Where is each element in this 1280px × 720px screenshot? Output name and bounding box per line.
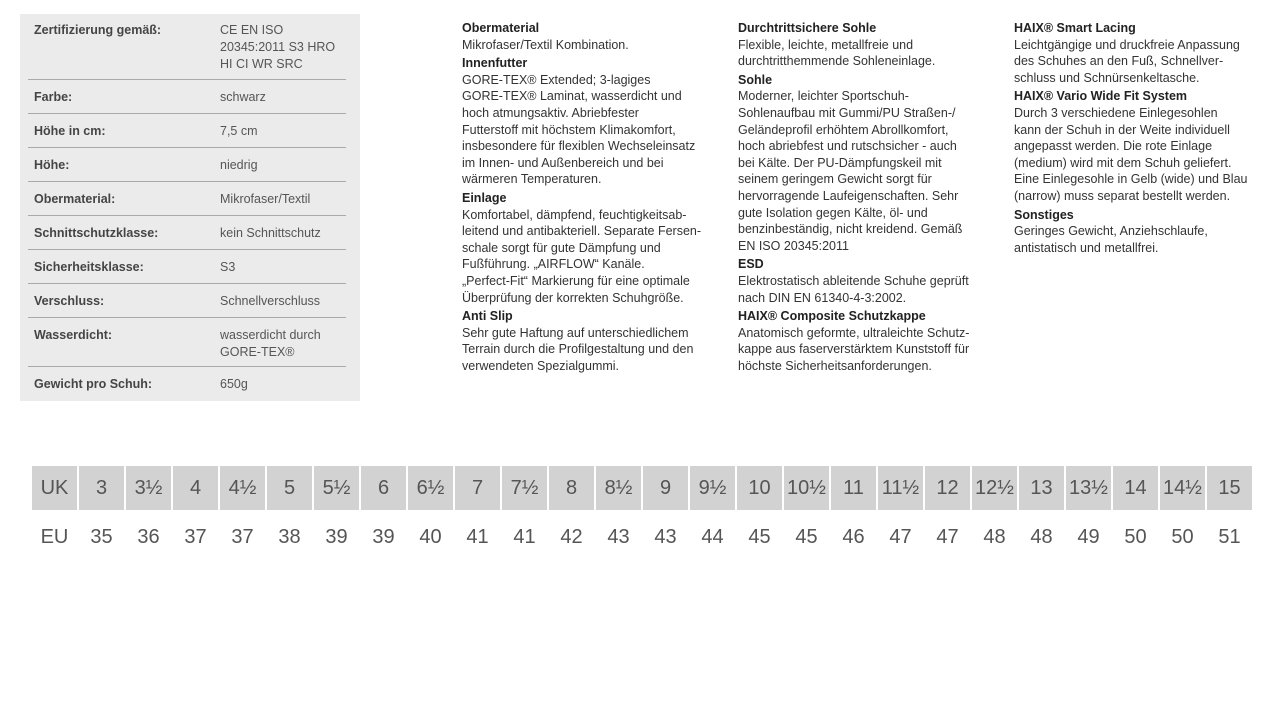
spec-row	[28, 148, 346, 182]
uk-size-cell: 6	[361, 466, 406, 510]
spec-row	[28, 114, 346, 148]
uk-size-cell: 3	[79, 466, 124, 510]
feature-section	[1014, 207, 1276, 257]
uk-size-cell: 10½	[784, 466, 829, 510]
uk-size-cell: 12	[925, 466, 970, 510]
eu-size-cell: 41	[513, 525, 536, 548]
eu-size-cell: 41	[466, 525, 489, 548]
feature-title: Durchtrittsichere Sohle	[738, 21, 877, 35]
feature-text: Moderner, leichter Sportschuh- Sohlenaufbau mit Gummi/PU Straßen-/ Geländeprofil erhöhtem Abrollkomfort, hoch abriebfest und rutschsicher - auch bei Kälte. Der PU-Dämpfungskeil mit seinem geringem Gewicht sorgt für hervorragende Laufeigenschaften. Sehr gute Isolation gegen Kälte, öl- und benzinbeständig, nicht kreidend. Gemäß EN ISO 20345:2011	[738, 89, 963, 253]
eu-size-cell: 37	[231, 525, 254, 548]
spec-table	[20, 14, 360, 401]
uk-size-cell: 8	[549, 466, 594, 510]
eu-size-cell: 47	[889, 525, 912, 548]
feature-section	[1014, 20, 1276, 86]
spec-row	[28, 80, 346, 114]
eu-size-cell: 50	[1171, 525, 1194, 548]
spec-value: Schnellverschluss	[220, 294, 321, 308]
uk-size-cell: 14	[1113, 466, 1158, 510]
spec-row	[28, 367, 346, 401]
feature-text: Mikrofaser/Textil Kombination.	[462, 37, 629, 52]
spec-row	[28, 318, 346, 367]
feature-title: Anti Slip	[462, 309, 513, 324]
spec-row	[28, 18, 346, 80]
feature-title: ESD	[738, 257, 764, 272]
uk-size-cell: 13½	[1066, 466, 1111, 510]
feature-section	[1014, 88, 1276, 204]
spec-row	[28, 182, 346, 216]
uk-size-cell: 4	[173, 466, 218, 510]
feature-text: GORE-TEX® Extended; 3-lagiges GORE-TEX® Laminat, wasserdicht und hoch atmungsaktiv. Abriebfester Futterstoff mit höchstem Klimakomfort, insbesondere für flexiblen Wechseleinsatz im Innen- und Außenbereich und bei wärmeren Temperaturen.	[462, 72, 696, 187]
eu-size-cell: 42	[560, 525, 583, 548]
feature-title: HAIX® Smart Lacing	[1014, 21, 1136, 35]
feature-section	[462, 190, 724, 306]
uk-size-cell: 12½	[972, 466, 1017, 510]
uk-label: UK	[32, 466, 77, 510]
eu-size-cell: 43	[607, 525, 630, 548]
eu-size-cell: 48	[983, 525, 1006, 548]
description-column-3	[1014, 20, 1276, 258]
spec-label: Höhe in cm:	[34, 124, 106, 138]
uk-size-cell: 8½	[596, 466, 641, 510]
spec-label: Obermaterial:	[34, 192, 116, 206]
feature-text: Durch 3 verschiedene Einlegesohlen kann der Schuh in der Weite individuell angepasst werden. Die rote Einlage (medium) wird mit dem Schuh geliefert. Eine Einlegesohle in Gelb (wide) und Blau (narrow) muss separat bestellt werden.	[1014, 105, 1248, 203]
spec-label: Zertifizierung gemäß:	[34, 23, 162, 37]
spec-value: schwarz	[220, 90, 266, 104]
feature-title: HAIX® Composite Schutzkappe	[738, 309, 926, 324]
spec-value: niedrig	[220, 158, 258, 172]
uk-size-cell: 9½	[690, 466, 735, 510]
feature-section	[738, 256, 1000, 306]
eu-size-cell: 48	[1030, 525, 1053, 548]
spec-value: Mikrofaser/Textil	[220, 192, 311, 206]
uk-size-cell: 11½	[878, 466, 923, 510]
feature-text: Geringes Gewicht, Anziehschlaufe, antistatisch und metallfrei.	[1014, 224, 1208, 255]
feature-title: Sonstiges	[1014, 207, 1074, 222]
spec-row	[28, 250, 346, 284]
feature-text: Leichtgängige und druckfreie Anpassung des Schuhes an den Fuß, Schnellver- schluss und Schnürsenkeltasche.	[1014, 37, 1240, 85]
spec-row	[28, 216, 346, 250]
eu-size-cell: 49	[1077, 525, 1100, 548]
uk-size-row	[32, 466, 1252, 510]
feature-title: Obermaterial	[462, 21, 540, 35]
eu-size-cell: 45	[748, 525, 771, 548]
spec-value: 650g	[220, 377, 248, 391]
eu-size-cell: 35	[90, 525, 113, 548]
eu-size-cell: 46	[842, 525, 865, 548]
spec-value: 7,5 cm	[220, 124, 258, 138]
eu-size-cell: 39	[372, 525, 395, 548]
spec-label: Verschluss:	[34, 294, 105, 308]
uk-size-cell: 11	[831, 466, 876, 510]
eu-size-cell: 44	[701, 525, 724, 548]
feature-text: Flexible, leichte, metallfreie und durchtritthemmende Sohleneinlage.	[738, 37, 936, 69]
spec-label: Gewicht pro Schuh:	[34, 377, 153, 391]
eu-size-cell: 45	[795, 525, 818, 548]
feature-title: Sohle	[738, 72, 773, 87]
eu-size-cell: 43	[654, 525, 677, 548]
eu-size-cell: 47	[936, 525, 959, 548]
description-column-1	[462, 20, 724, 376]
uk-size-cell: 5½	[314, 466, 359, 510]
spec-label: Sicherheitsklasse:	[34, 260, 144, 274]
spec-label: Farbe:	[34, 90, 73, 104]
eu-size-cell: 37	[184, 525, 207, 548]
spec-value: kein Schnittschutz	[220, 226, 321, 240]
feature-title: Innenfutter	[462, 56, 528, 71]
spec-value: S3	[220, 260, 236, 274]
uk-size-cell: 4½	[220, 466, 265, 510]
spec-row	[28, 284, 346, 318]
uk-size-cell: 10	[737, 466, 782, 510]
uk-size-cell: 9	[643, 466, 688, 510]
feature-text: Sehr gute Haftung auf unterschiedlichem Terrain durch die Profilgestaltung und den verwendeten Spezialgummi.	[462, 325, 694, 373]
feature-section	[738, 72, 1000, 255]
spec-value: CE EN ISO 20345:2011 S3 HRO HI CI WR SRC	[220, 23, 336, 71]
feature-title: Einlage	[462, 190, 507, 205]
uk-size-cell: 7	[455, 466, 500, 510]
description-column-2	[738, 20, 1000, 376]
feature-section	[462, 20, 724, 53]
feature-section	[738, 308, 1000, 374]
uk-size-cell: 6½	[408, 466, 453, 510]
feature-text: Komfortabel, dämpfend, feuchtigkeitsab- leitend und antibakteriell. Separate Fersen- schale sorgt für gute Dämpfung und Fußführung. „AIRFLOW“ Kanäle. „Perfect-Fit“ Markierung für eine optimale Überprüfung der korrekten Schuhgröße.	[462, 207, 702, 305]
feature-text: Anatomisch geformte, ultraleichte Schutz- kappe aus faserverstärktem Kunststoff für höchste Sicherheitsanforderungen.	[738, 325, 970, 373]
uk-size-cell: 7½	[502, 466, 547, 510]
uk-size-cell: 13	[1019, 466, 1064, 510]
eu-size-row	[32, 510, 1252, 560]
eu-size-cell: 39	[325, 525, 348, 548]
feature-title: HAIX® Vario Wide Fit System	[1014, 89, 1188, 104]
eu-size-cell: 51	[1218, 525, 1241, 548]
spec-value: wasserdicht durch GORE-TEX®	[220, 328, 321, 359]
feature-text: Elektrostatisch ableitende Schuhe geprüft nach DIN EN 61340-4-3:2002.	[738, 273, 969, 305]
spec-label: Wasserdicht:	[34, 328, 113, 342]
size-conversion-table	[30, 466, 1254, 560]
uk-size-cell: 3½	[126, 466, 171, 510]
feature-section	[462, 308, 724, 374]
spec-label: Schnittschutzklasse:	[34, 226, 159, 240]
eu-size-cell: 38	[278, 525, 301, 548]
uk-size-cell: 14½	[1160, 466, 1205, 510]
eu-size-cell: 36	[137, 525, 160, 548]
feature-section	[462, 55, 724, 188]
eu-size-cell: 50	[1124, 525, 1147, 548]
uk-size-cell: 15	[1207, 466, 1252, 510]
uk-size-cell: 5	[267, 466, 312, 510]
eu-label: EU	[40, 525, 69, 548]
eu-size-cell: 40	[419, 525, 442, 548]
spec-label: Höhe:	[34, 158, 70, 172]
feature-section	[738, 20, 1000, 70]
